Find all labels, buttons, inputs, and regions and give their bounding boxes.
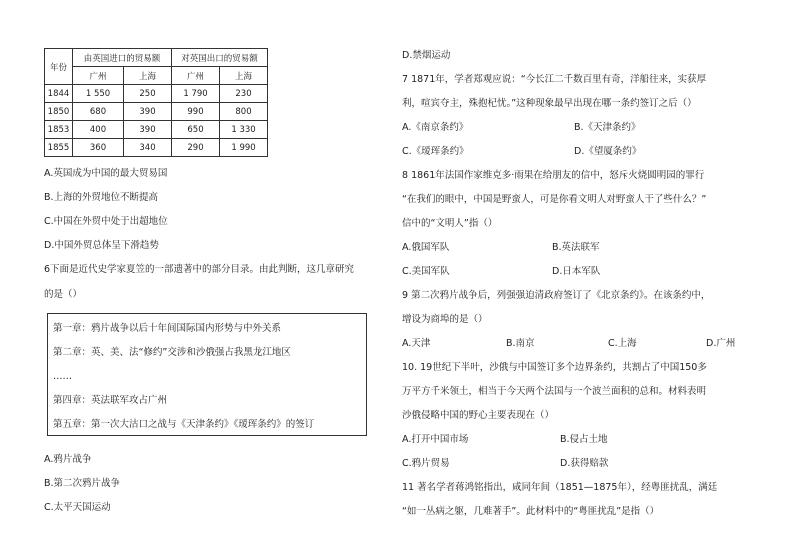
q10-question-line3: 沙俄侵略中国的野心主要表现在（） [402, 410, 555, 421]
contents-box [47, 313, 367, 436]
export-header: 对英国出口的贸易额 [172, 49, 268, 67]
contents-chapter-1: 第一章：鸦片战争以后十年间国际国内形势与中外关系 [53, 323, 282, 334]
table-row [45, 85, 268, 103]
table-row [45, 121, 268, 139]
table-cell: 1 550 [73, 85, 124, 103]
contents-chapter-2: 第二章：英、美、法“修约”交涉和沙俄强占我黑龙江地区 [53, 347, 291, 358]
q8-option-b: B.英法联军 [552, 242, 600, 253]
contents-chapter-4: 第四章：英法联军攻占广州 [53, 395, 168, 406]
table-cell: 1855 [45, 139, 73, 157]
sub-header: 上海 [220, 67, 268, 85]
q10-option-c: C.鸦片贸易 [402, 458, 450, 469]
table-cell: 390 [124, 121, 172, 139]
q9-option-c: C.上海 [608, 338, 637, 349]
table-cell: 290 [172, 139, 220, 157]
q8-question-line2: “在我们的眼中，中国是野蛮人，可是你看文明人对野蛮人干了些什么？” [402, 194, 707, 205]
q10-question-line2: 万平方千米领土，相当于今天两个法国与一个波兰面积的总和。材料表明 [402, 386, 707, 397]
q7-question-line2: 利，喧宾夺主，殊抱杞忧。”这种现象最早出现在哪一条约签订之后（） [402, 98, 697, 109]
q5-option-b: B.上海的外贸地位不断提高 [44, 192, 159, 203]
q8-option-c: C.美国军队 [402, 266, 450, 277]
table-cell: 340 [124, 139, 172, 157]
table-cell: 650 [172, 121, 220, 139]
q6-option-b: B.第二次鸦片战争 [44, 478, 121, 489]
table-cell: 1850 [45, 103, 73, 121]
q6-question-line1: 6下面是近代史学家夏笠的一部遗著中的部分目录。由此判断，这几章研究 [44, 264, 355, 275]
contents-chapter-5: 第五章：第一次大沽口之战与《天津条约》《瑷珲条约》的签订 [53, 419, 315, 430]
table-cell: 800 [220, 103, 268, 121]
table-cell: 360 [73, 139, 124, 157]
q10-option-d: D.获得赔款 [560, 458, 609, 469]
q9-option-d: D.广州 [706, 338, 736, 349]
table-cell: 680 [73, 103, 124, 121]
table-row [45, 103, 268, 121]
q5-option-c: C.中国在外贸中处于出超地位 [44, 216, 168, 227]
q6-option-a: A.鸦片战争 [44, 454, 92, 465]
table-cell: 400 [73, 121, 124, 139]
q8-question-line3: 信中的“文明人”指（） [402, 218, 498, 229]
import-header: 由英国进口的贸易额 [73, 49, 172, 67]
table-cell: 1 330 [220, 121, 268, 139]
q7-option-c: C.《瑷珲条约》 [402, 146, 469, 157]
q7-question-line1: 7 1871年，学者郑观应说：“今长江二千数百里有奇，洋船往来，实获厚 [402, 74, 707, 85]
table-cell: 230 [220, 85, 268, 103]
q6-option-d: D.禁烟运动 [402, 50, 451, 61]
q7-option-d: D.《望厦条约》 [574, 146, 642, 157]
q11-question-line2: “如一丛病之躯，几难著手”。此材料中的“粤匪扰乱”是指（） [402, 506, 660, 517]
q6-question-line2: 的是（） [44, 289, 83, 300]
q11-question-line1: 11 著名学者蒋鸿铭指出，咸同年间（1851—1875年），经粤匪扰乱，满廷 [402, 482, 718, 493]
table-cell: 1844 [45, 85, 73, 103]
q10-option-b: B.侵占土地 [560, 434, 608, 445]
q9-option-a: A.天津 [402, 338, 431, 349]
q9-option-b: B.南京 [506, 338, 535, 349]
q8-option-a: A.俄国军队 [402, 242, 450, 253]
q5-option-a: A.英国成为中国的最大贸易国 [44, 168, 168, 179]
year-header: 年份 [45, 49, 73, 85]
q10-option-a: A.打开中国市场 [402, 434, 469, 445]
q8-question-line1: 8 1861年法国作家维克多·雨果在给朋友的信中，怒斥火烧圆明园的罪行 [402, 170, 705, 181]
q9-question-line1: 9 第二次鸦片战争后，列强强迫清政府签订了《北京条约》。在该条约中， [402, 290, 711, 301]
q9-question-line2: 增设为商埠的是（） [402, 314, 488, 325]
sub-header: 广州 [73, 67, 124, 85]
table-cell: 390 [124, 103, 172, 121]
table-cell: 250 [124, 85, 172, 103]
contents-ellipsis: …… [53, 371, 72, 382]
table-cell: 1853 [45, 121, 73, 139]
table-cell: 990 [172, 103, 220, 121]
sub-header: 上海 [124, 67, 172, 85]
q5-option-d: D.中国外贸总体呈下滑趋势 [44, 240, 159, 251]
sub-header: 广州 [172, 67, 220, 85]
q7-option-a: A.《南京条约》 [402, 122, 469, 133]
table-row [45, 139, 268, 157]
q10-question-line1: 10. 19世纪下半叶，沙俄与中国签订多个边界条约，共割占了中国150多 [402, 362, 707, 373]
table-cell: 1 990 [220, 139, 268, 157]
q7-option-b: B.《天津条约》 [574, 122, 641, 133]
table-cell: 1 790 [172, 85, 220, 103]
q8-option-d: D.日本军队 [552, 266, 601, 277]
q6-option-c: C.太平天国运动 [44, 502, 111, 513]
trade-table [44, 48, 268, 157]
